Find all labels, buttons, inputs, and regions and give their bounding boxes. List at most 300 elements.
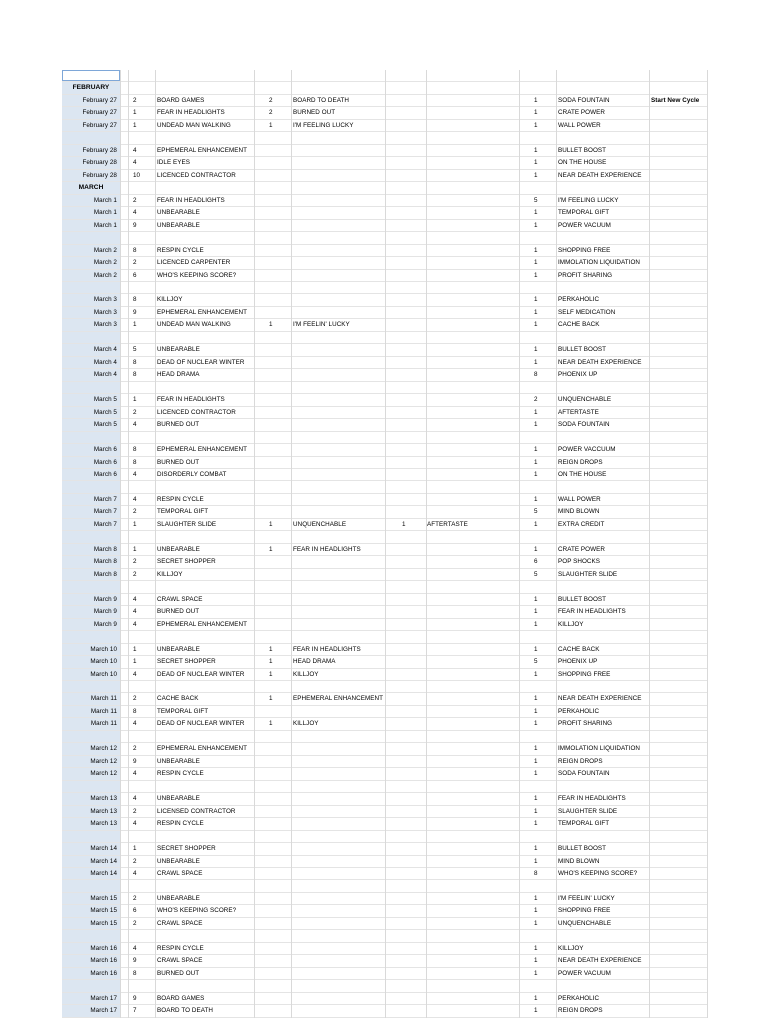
reward-qty-cell[interactable]: 1 (534, 358, 538, 366)
qty-cell[interactable]: 6 (133, 907, 137, 915)
date-cell[interactable]: March 2 (62, 245, 120, 256)
reward-qty-cell[interactable]: 1 (534, 595, 538, 603)
reward-cell[interactable]: BULLET BOOST (558, 146, 607, 154)
date-cell[interactable]: March 11 (62, 706, 120, 717)
reward-qty-cell[interactable]: 1 (534, 857, 538, 865)
reward-cell[interactable]: REIGN DROPS (558, 757, 603, 765)
date-cell[interactable]: February 27 (62, 107, 120, 118)
date-cell[interactable]: March 5 (62, 407, 120, 418)
item-cell[interactable]: RESPIN CYCLE (157, 246, 204, 254)
reward-qty-cell[interactable]: 1 (534, 421, 538, 429)
reward-qty-cell[interactable]: 1 (534, 209, 538, 217)
qty-cell[interactable]: 2 (133, 745, 137, 753)
date-cell[interactable]: March 8 (62, 556, 120, 567)
reward-cell[interactable]: SHOPPING FREE (558, 907, 611, 915)
reward-cell[interactable]: NEAR DEATH EXPERIENCE (558, 358, 642, 366)
item-cell[interactable]: UNBEARABLE (157, 857, 200, 865)
reward-cell[interactable]: CACHE BACK (558, 645, 600, 653)
qty2-cell[interactable]: 1 (269, 670, 273, 678)
reward-qty-cell[interactable]: 1 (534, 321, 538, 329)
date-cell[interactable]: March 4 (62, 369, 120, 380)
item-cell[interactable]: CRAWL SPACE (157, 919, 203, 927)
qty-cell[interactable]: 2 (133, 570, 137, 578)
item-cell[interactable]: KILLJOY (157, 570, 183, 578)
reward-qty-cell[interactable]: 1 (534, 458, 538, 466)
item-cell[interactable]: UNBEARABLE (157, 645, 200, 653)
qty-cell[interactable]: 1 (133, 520, 137, 528)
reward-cell[interactable]: REIGN DROPS (558, 458, 603, 466)
item2-cell[interactable]: KILLJOY (293, 670, 319, 678)
qty2-cell[interactable]: 1 (269, 520, 273, 528)
reward-cell[interactable]: CRATE POWER (558, 109, 605, 117)
item-cell[interactable]: UNBEARABLE (157, 209, 200, 217)
qty-cell[interactable]: 5 (133, 346, 137, 354)
item-cell[interactable]: UNDEAD MAN WALKING (157, 321, 231, 329)
item-cell[interactable]: BURNED OUT (157, 458, 200, 466)
reward-qty-cell[interactable]: 1 (534, 408, 538, 416)
qty-cell[interactable]: 4 (133, 495, 137, 503)
date-cell[interactable] (62, 930, 120, 941)
qty-cell[interactable]: 1 (133, 321, 137, 329)
reward-qty-cell[interactable]: 1 (534, 259, 538, 267)
date-cell[interactable]: March 11 (62, 693, 120, 704)
qty2-cell[interactable]: 2 (269, 96, 273, 104)
selected-cell[interactable] (62, 70, 120, 81)
date-cell[interactable]: February 27 (62, 120, 120, 131)
qty2-cell[interactable]: 1 (269, 121, 273, 129)
item-cell[interactable]: SECRET SHOPPER (157, 845, 216, 853)
qty-cell[interactable]: 1 (133, 658, 137, 666)
qty2-cell[interactable]: 1 (269, 321, 273, 329)
reward-cell[interactable]: NEAR DEATH EXPERIENCE (558, 695, 642, 703)
reward-qty-cell[interactable]: 1 (534, 545, 538, 553)
item-cell[interactable]: WHO'S KEEPING SCORE? (157, 907, 237, 915)
reward-cell[interactable]: NEAR DEATH EXPERIENCE (558, 171, 642, 179)
reward-cell[interactable]: SODA FOUNTAIN (558, 96, 610, 104)
item-cell[interactable]: LICENSED CONTRACTOR (157, 807, 236, 815)
item-cell[interactable]: EPHEMERAL ENHANCEMENT (157, 745, 248, 753)
reward-cell[interactable]: KILLJOY (558, 620, 584, 628)
qty-cell[interactable]: 9 (133, 757, 137, 765)
qty-cell[interactable]: 2 (133, 508, 137, 516)
qty2-cell[interactable]: 1 (269, 695, 273, 703)
qty-cell[interactable]: 8 (133, 246, 137, 254)
reward-qty-cell[interactable]: 1 (534, 308, 538, 316)
reward-qty-cell[interactable]: 1 (534, 957, 538, 965)
item-cell[interactable]: LICENCED CONTRACTOR (157, 171, 236, 179)
reward-cell[interactable]: EXTRA CREDIT (558, 520, 605, 528)
qty-cell[interactable]: 2 (133, 96, 137, 104)
reward-cell[interactable]: PHOENIX UP (558, 371, 598, 379)
date-cell[interactable]: March 13 (62, 806, 120, 817)
qty-cell[interactable]: 2 (133, 919, 137, 927)
reward-qty-cell[interactable]: 1 (534, 919, 538, 927)
reward-qty-cell[interactable]: 1 (534, 520, 538, 528)
item2-cell[interactable]: BOARD TO DEATH (293, 96, 349, 104)
reward-qty-cell[interactable]: 1 (534, 495, 538, 503)
date-cell[interactable]: March 16 (62, 968, 120, 979)
qty-cell[interactable]: 9 (133, 221, 137, 229)
item-cell[interactable]: BURNED OUT (157, 608, 200, 616)
reward-cell[interactable]: TEMPORAL GIFT (558, 209, 610, 217)
reward-cell[interactable]: PROFIT SHARING (558, 720, 613, 728)
date-cell[interactable]: March 3 (62, 294, 120, 305)
qty2-cell[interactable]: 1 (269, 720, 273, 728)
date-cell[interactable]: March 10 (62, 656, 120, 667)
date-cell[interactable]: March 1 (62, 220, 120, 231)
qty-cell[interactable]: 2 (133, 894, 137, 902)
date-cell[interactable]: March 12 (62, 768, 120, 779)
date-cell[interactable]: March 2 (62, 270, 120, 281)
item-cell[interactable]: TEMPORAL GIFT (157, 707, 209, 715)
qty-cell[interactable]: 6 (133, 271, 137, 279)
date-cell[interactable]: February 27 (62, 95, 120, 106)
qty-cell[interactable]: 4 (133, 770, 137, 778)
qty-cell[interactable]: 4 (133, 209, 137, 217)
reward-qty-cell[interactable]: 5 (534, 196, 538, 204)
date-cell[interactable]: March 16 (62, 955, 120, 966)
qty-cell[interactable]: 2 (133, 857, 137, 865)
date-cell[interactable]: March 5 (62, 394, 120, 405)
date-cell[interactable]: March 14 (62, 868, 120, 879)
date-cell[interactable]: March 9 (62, 594, 120, 605)
reward-qty-cell[interactable]: 1 (534, 994, 538, 1002)
date-cell[interactable] (62, 581, 120, 592)
reward-cell[interactable]: KILLJOY (558, 944, 584, 952)
reward-cell[interactable]: BULLET BOOST (558, 845, 607, 853)
item2-cell[interactable]: I'M FEELIN' LUCKY (293, 321, 350, 329)
item2-cell[interactable]: EPHEMERAL ENHANCEMENT (293, 695, 384, 703)
date-cell[interactable] (62, 432, 120, 443)
date-cell[interactable]: March 13 (62, 818, 120, 829)
qty-cell[interactable]: 7 (133, 1007, 137, 1015)
reward-qty-cell[interactable]: 5 (534, 508, 538, 516)
reward-qty-cell[interactable]: 1 (534, 745, 538, 753)
item-cell[interactable]: CRAWL SPACE (157, 870, 203, 877)
reward-qty-cell[interactable]: 1 (534, 608, 538, 616)
item-cell[interactable]: UNBEARABLE (157, 545, 200, 553)
reward-qty-cell[interactable]: 1 (534, 221, 538, 229)
reward-cell[interactable]: POWER VACCUUM (558, 446, 616, 454)
reward-cell[interactable]: WALL POWER (558, 495, 601, 503)
reward-qty-cell[interactable]: 1 (534, 271, 538, 279)
item-cell[interactable]: RESPIN CYCLE (157, 944, 204, 952)
reward-cell[interactable]: UNQUENCHABLE (558, 919, 612, 927)
reward-cell[interactable]: TEMPORAL GIFT (558, 820, 610, 828)
reward-cell[interactable]: SLAUGHTER SLIDE (558, 570, 618, 578)
date-cell[interactable]: February 28 (62, 157, 120, 168)
item-cell[interactable]: BURNED OUT (157, 969, 200, 977)
reward-cell[interactable]: BULLET BOOST (558, 595, 607, 603)
item-cell[interactable]: BURNED OUT (157, 421, 200, 429)
date-cell[interactable]: March 1 (62, 195, 120, 206)
date-cell[interactable]: March 12 (62, 756, 120, 767)
item-cell[interactable]: CRAWL SPACE (157, 957, 203, 965)
item-cell[interactable]: DISORDERLY COMBAT (157, 471, 227, 478)
date-cell[interactable]: March 17 (62, 1005, 120, 1016)
reward-qty-cell[interactable]: 1 (534, 645, 538, 653)
reward-qty-cell[interactable]: 1 (534, 446, 538, 454)
reward-qty-cell[interactable]: 1 (534, 1007, 538, 1015)
item-cell[interactable]: RESPIN CYCLE (157, 770, 204, 778)
reward-cell[interactable]: POWER VACUUM (558, 969, 611, 977)
date-cell[interactable] (62, 831, 120, 842)
reward-cell[interactable]: ON THE HOUSE (558, 471, 607, 478)
date-cell[interactable]: March 16 (62, 943, 120, 954)
reward-cell[interactable]: MIND BLOWN (558, 508, 600, 516)
date-cell[interactable] (62, 681, 120, 692)
date-cell[interactable] (62, 631, 120, 642)
item-cell[interactable]: IDLE EYES (157, 159, 190, 167)
qty-cell[interactable]: 8 (133, 707, 137, 715)
item2-cell[interactable]: UNQUENCHABLE (293, 520, 347, 528)
item-cell[interactable]: EPHEMERAL ENHANCEMENT (157, 446, 248, 454)
date-cell[interactable] (62, 481, 120, 492)
reward-qty-cell[interactable]: 1 (534, 894, 538, 902)
reward-qty-cell[interactable]: 1 (534, 720, 538, 728)
qty-cell[interactable]: 9 (133, 994, 137, 1002)
reward-cell[interactable]: WHO'S KEEPING SCORE? (558, 870, 638, 877)
date-cell[interactable] (62, 132, 120, 143)
reward-qty-cell[interactable]: 5 (534, 570, 538, 578)
reward-cell[interactable]: WALL POWER (558, 121, 601, 129)
qty-cell[interactable]: 1 (133, 396, 137, 404)
date-cell[interactable]: March 7 (62, 506, 120, 517)
date-cell[interactable]: March 7 (62, 494, 120, 505)
qty-cell[interactable]: 4 (133, 944, 137, 952)
date-cell[interactable]: FEBRUARY (62, 82, 120, 93)
reward-cell[interactable]: UNQUENCHABLE (558, 396, 612, 404)
reward-qty-cell[interactable]: 1 (534, 695, 538, 703)
item-cell[interactable]: FEAR IN HEADLIGHTS (157, 196, 225, 204)
note-cell[interactable]: Start New Cycle (651, 96, 700, 104)
item-cell[interactable]: SECRET SHOPPER (157, 658, 216, 666)
reward-cell[interactable]: PERKAHOLIC (558, 296, 600, 304)
item-cell[interactable]: DEAD OF NUCLEAR WINTER (157, 720, 245, 728)
date-cell[interactable] (62, 781, 120, 792)
date-cell[interactable]: March 2 (62, 257, 120, 268)
date-cell[interactable]: March 17 (62, 993, 120, 1004)
reward-qty-cell[interactable]: 1 (534, 820, 538, 828)
item-cell[interactable]: FEAR IN HEADLIGHTS (157, 396, 225, 404)
reward-cell[interactable]: PROFIT SHARING (558, 271, 613, 279)
reward-cell[interactable]: PHOENIX UP (558, 658, 598, 666)
date-cell[interactable]: March 8 (62, 544, 120, 555)
item3-cell[interactable]: AFTERTASTE (427, 520, 468, 528)
date-cell[interactable]: February 28 (62, 145, 120, 156)
reward-qty-cell[interactable]: 1 (534, 707, 538, 715)
reward-qty-cell[interactable]: 1 (534, 907, 538, 915)
reward-qty-cell[interactable]: 5 (534, 658, 538, 666)
reward-qty-cell[interactable]: 8 (534, 371, 538, 379)
item-cell[interactable]: SLAUGHTER SLIDE (157, 520, 217, 528)
item2-cell[interactable]: BURNED OUT (293, 109, 336, 117)
qty-cell[interactable]: 4 (133, 146, 137, 154)
item-cell[interactable]: DEAD OF NUCLEAR WINTER (157, 670, 245, 678)
item2-cell[interactable]: FEAR IN HEADLIGHTS (293, 545, 361, 553)
qty-cell[interactable]: 2 (133, 558, 137, 566)
date-cell[interactable]: March 6 (62, 444, 120, 455)
item2-cell[interactable]: KILLJOY (293, 720, 319, 728)
reward-cell[interactable]: SODA FOUNTAIN (558, 770, 610, 778)
reward-cell[interactable]: CACHE BACK (558, 321, 600, 329)
item2-cell[interactable]: FEAR IN HEADLIGHTS (293, 645, 361, 653)
qty-cell[interactable]: 8 (133, 446, 137, 454)
date-cell[interactable] (62, 531, 120, 542)
qty-cell[interactable]: 4 (133, 870, 137, 877)
date-cell[interactable]: March 5 (62, 419, 120, 430)
reward-qty-cell[interactable]: 1 (534, 296, 538, 304)
qty-cell[interactable]: 8 (133, 969, 137, 977)
qty-cell[interactable]: 1 (133, 645, 137, 653)
qty-cell[interactable]: 4 (133, 595, 137, 603)
date-cell[interactable]: March 4 (62, 357, 120, 368)
qty-cell[interactable]: 4 (133, 720, 137, 728)
item-cell[interactable]: TEMPORAL GIFT (157, 508, 209, 516)
reward-cell[interactable]: SHOPPING FREE (558, 246, 611, 254)
date-cell[interactable] (62, 282, 120, 293)
item-cell[interactable]: FEAR IN HEADLIGHTS (157, 109, 225, 117)
item-cell[interactable]: UNBEARABLE (157, 894, 200, 902)
date-cell[interactable]: March 14 (62, 856, 120, 867)
qty-cell[interactable]: 8 (133, 371, 137, 379)
date-cell[interactable]: March 3 (62, 307, 120, 318)
reward-qty-cell[interactable]: 1 (534, 146, 538, 154)
item-cell[interactable]: BOARD TO DEATH (157, 1007, 213, 1015)
date-cell[interactable]: March 1 (62, 207, 120, 218)
qty-cell[interactable]: 4 (133, 159, 137, 167)
qty-cell[interactable]: 1 (133, 121, 137, 129)
date-cell[interactable]: March 13 (62, 793, 120, 804)
qty-cell[interactable]: 2 (133, 807, 137, 815)
item-cell[interactable]: UNBEARABLE (157, 757, 200, 765)
reward-qty-cell[interactable]: 1 (534, 620, 538, 628)
item-cell[interactable]: BOARD GAMES (157, 994, 205, 1002)
item-cell[interactable]: RESPIN CYCLE (157, 820, 204, 828)
reward-qty-cell[interactable]: 1 (534, 845, 538, 853)
qty-cell[interactable]: 4 (133, 421, 137, 429)
qty2-cell[interactable]: 1 (269, 645, 273, 653)
reward-qty-cell[interactable]: 1 (534, 471, 538, 478)
reward-cell[interactable]: SODA FOUNTAIN (558, 421, 610, 429)
qty-cell[interactable]: 1 (133, 845, 137, 853)
qty-cell[interactable]: 9 (133, 308, 137, 316)
date-cell[interactable]: March 6 (62, 469, 120, 480)
item-cell[interactable]: UNBEARABLE (157, 795, 200, 803)
reward-qty-cell[interactable]: 1 (534, 969, 538, 977)
qty-cell[interactable]: 2 (133, 196, 137, 204)
item-cell[interactable]: CACHE BACK (157, 695, 199, 703)
reward-cell[interactable]: ON THE HOUSE (558, 159, 607, 167)
qty-cell[interactable]: 4 (133, 820, 137, 828)
qty-cell[interactable]: 1 (133, 109, 137, 117)
reward-qty-cell[interactable]: 1 (534, 795, 538, 803)
reward-cell[interactable]: IMMOLATION LIQUIDATION (558, 745, 641, 753)
date-cell[interactable]: February 28 (62, 170, 120, 181)
item-cell[interactable]: BOARD GAMES (157, 96, 205, 104)
item-cell[interactable]: UNDEAD MAN WALKING (157, 121, 231, 129)
date-cell[interactable] (62, 980, 120, 991)
item2-cell[interactable]: HEAD DRAMA (293, 658, 336, 666)
qty-cell[interactable]: 2 (133, 408, 137, 416)
reward-qty-cell[interactable]: 1 (534, 346, 538, 354)
date-cell[interactable]: March 3 (62, 319, 120, 330)
reward-cell[interactable]: CRATE POWER (558, 545, 605, 553)
date-cell[interactable]: March 15 (62, 893, 120, 904)
qty-cell[interactable]: 1 (133, 545, 137, 553)
date-cell[interactable] (62, 880, 120, 891)
date-cell[interactable]: March 4 (62, 344, 120, 355)
reward-cell[interactable]: FEAR IN HEADLIGHTS (558, 608, 626, 616)
item-cell[interactable]: RESPIN CYCLE (157, 495, 204, 503)
date-cell[interactable]: March 15 (62, 905, 120, 916)
qty-cell[interactable]: 4 (133, 608, 137, 616)
date-cell[interactable]: March 11 (62, 718, 120, 729)
item-cell[interactable]: LICENCED CARPENTER (157, 259, 231, 267)
reward-qty-cell[interactable]: 1 (534, 944, 538, 952)
date-cell[interactable]: March 9 (62, 606, 120, 617)
reward-cell[interactable]: POP SHOCKS (558, 558, 601, 566)
reward-qty-cell[interactable]: 1 (534, 770, 538, 778)
date-cell[interactable]: MARCH (62, 182, 120, 193)
item-cell[interactable]: HEAD DRAMA (157, 371, 200, 379)
date-cell[interactable] (62, 232, 120, 243)
qty-cell[interactable]: 8 (133, 296, 137, 304)
item-cell[interactable]: SECRET SHOPPER (157, 558, 216, 566)
date-cell[interactable]: March 6 (62, 457, 120, 468)
qty-cell[interactable]: 8 (133, 458, 137, 466)
reward-qty-cell[interactable]: 8 (534, 870, 538, 877)
qty-cell[interactable]: 4 (133, 670, 137, 678)
qty-cell[interactable]: 2 (133, 259, 137, 267)
reward-qty-cell[interactable]: 1 (534, 670, 538, 678)
reward-cell[interactable]: BULLET BOOST (558, 346, 607, 354)
item-cell[interactable]: DEAD OF NUCLEAR WINTER (157, 358, 245, 366)
reward-cell[interactable]: SLAUGHTER SLIDE (558, 807, 618, 815)
qty-cell[interactable]: 4 (133, 795, 137, 803)
qty-cell[interactable]: 8 (133, 358, 137, 366)
reward-cell[interactable]: I'M FEELIN' LUCKY (558, 894, 615, 902)
qty2-cell[interactable]: 1 (269, 545, 273, 553)
qty3-cell[interactable]: 1 (402, 520, 406, 528)
qty-cell[interactable]: 9 (133, 957, 137, 965)
qty-cell[interactable]: 2 (133, 695, 137, 703)
date-cell[interactable] (62, 731, 120, 742)
date-cell[interactable]: March 8 (62, 569, 120, 580)
date-cell[interactable]: March 12 (62, 743, 120, 754)
reward-qty-cell[interactable]: 1 (534, 757, 538, 765)
reward-qty-cell[interactable]: 1 (534, 121, 538, 129)
reward-qty-cell[interactable]: 1 (534, 159, 538, 167)
item-cell[interactable]: UNBEARABLE (157, 346, 200, 354)
reward-qty-cell[interactable]: 1 (534, 171, 538, 179)
item-cell[interactable]: WHO'S KEEPING SCORE? (157, 271, 237, 279)
item-cell[interactable]: EPHEMERAL ENHANCEMENT (157, 620, 248, 628)
item-cell[interactable]: EPHEMERAL ENHANCEMENT (157, 146, 248, 154)
date-cell[interactable] (62, 332, 120, 343)
reward-cell[interactable]: IMMOLATION LIQUIDATION (558, 259, 641, 267)
reward-qty-cell[interactable]: 1 (534, 96, 538, 104)
item-cell[interactable]: CRAWL SPACE (157, 595, 203, 603)
reward-cell[interactable]: POWER VACUUM (558, 221, 611, 229)
item2-cell[interactable]: I'M FEELING LUCKY (293, 121, 354, 129)
item-cell[interactable]: LICENCED CONTRACTOR (157, 408, 236, 416)
reward-qty-cell[interactable]: 1 (534, 807, 538, 815)
date-cell[interactable]: March 10 (62, 644, 120, 655)
qty2-cell[interactable]: 1 (269, 658, 273, 666)
date-cell[interactable]: March 9 (62, 619, 120, 630)
date-cell[interactable]: March 15 (62, 918, 120, 929)
